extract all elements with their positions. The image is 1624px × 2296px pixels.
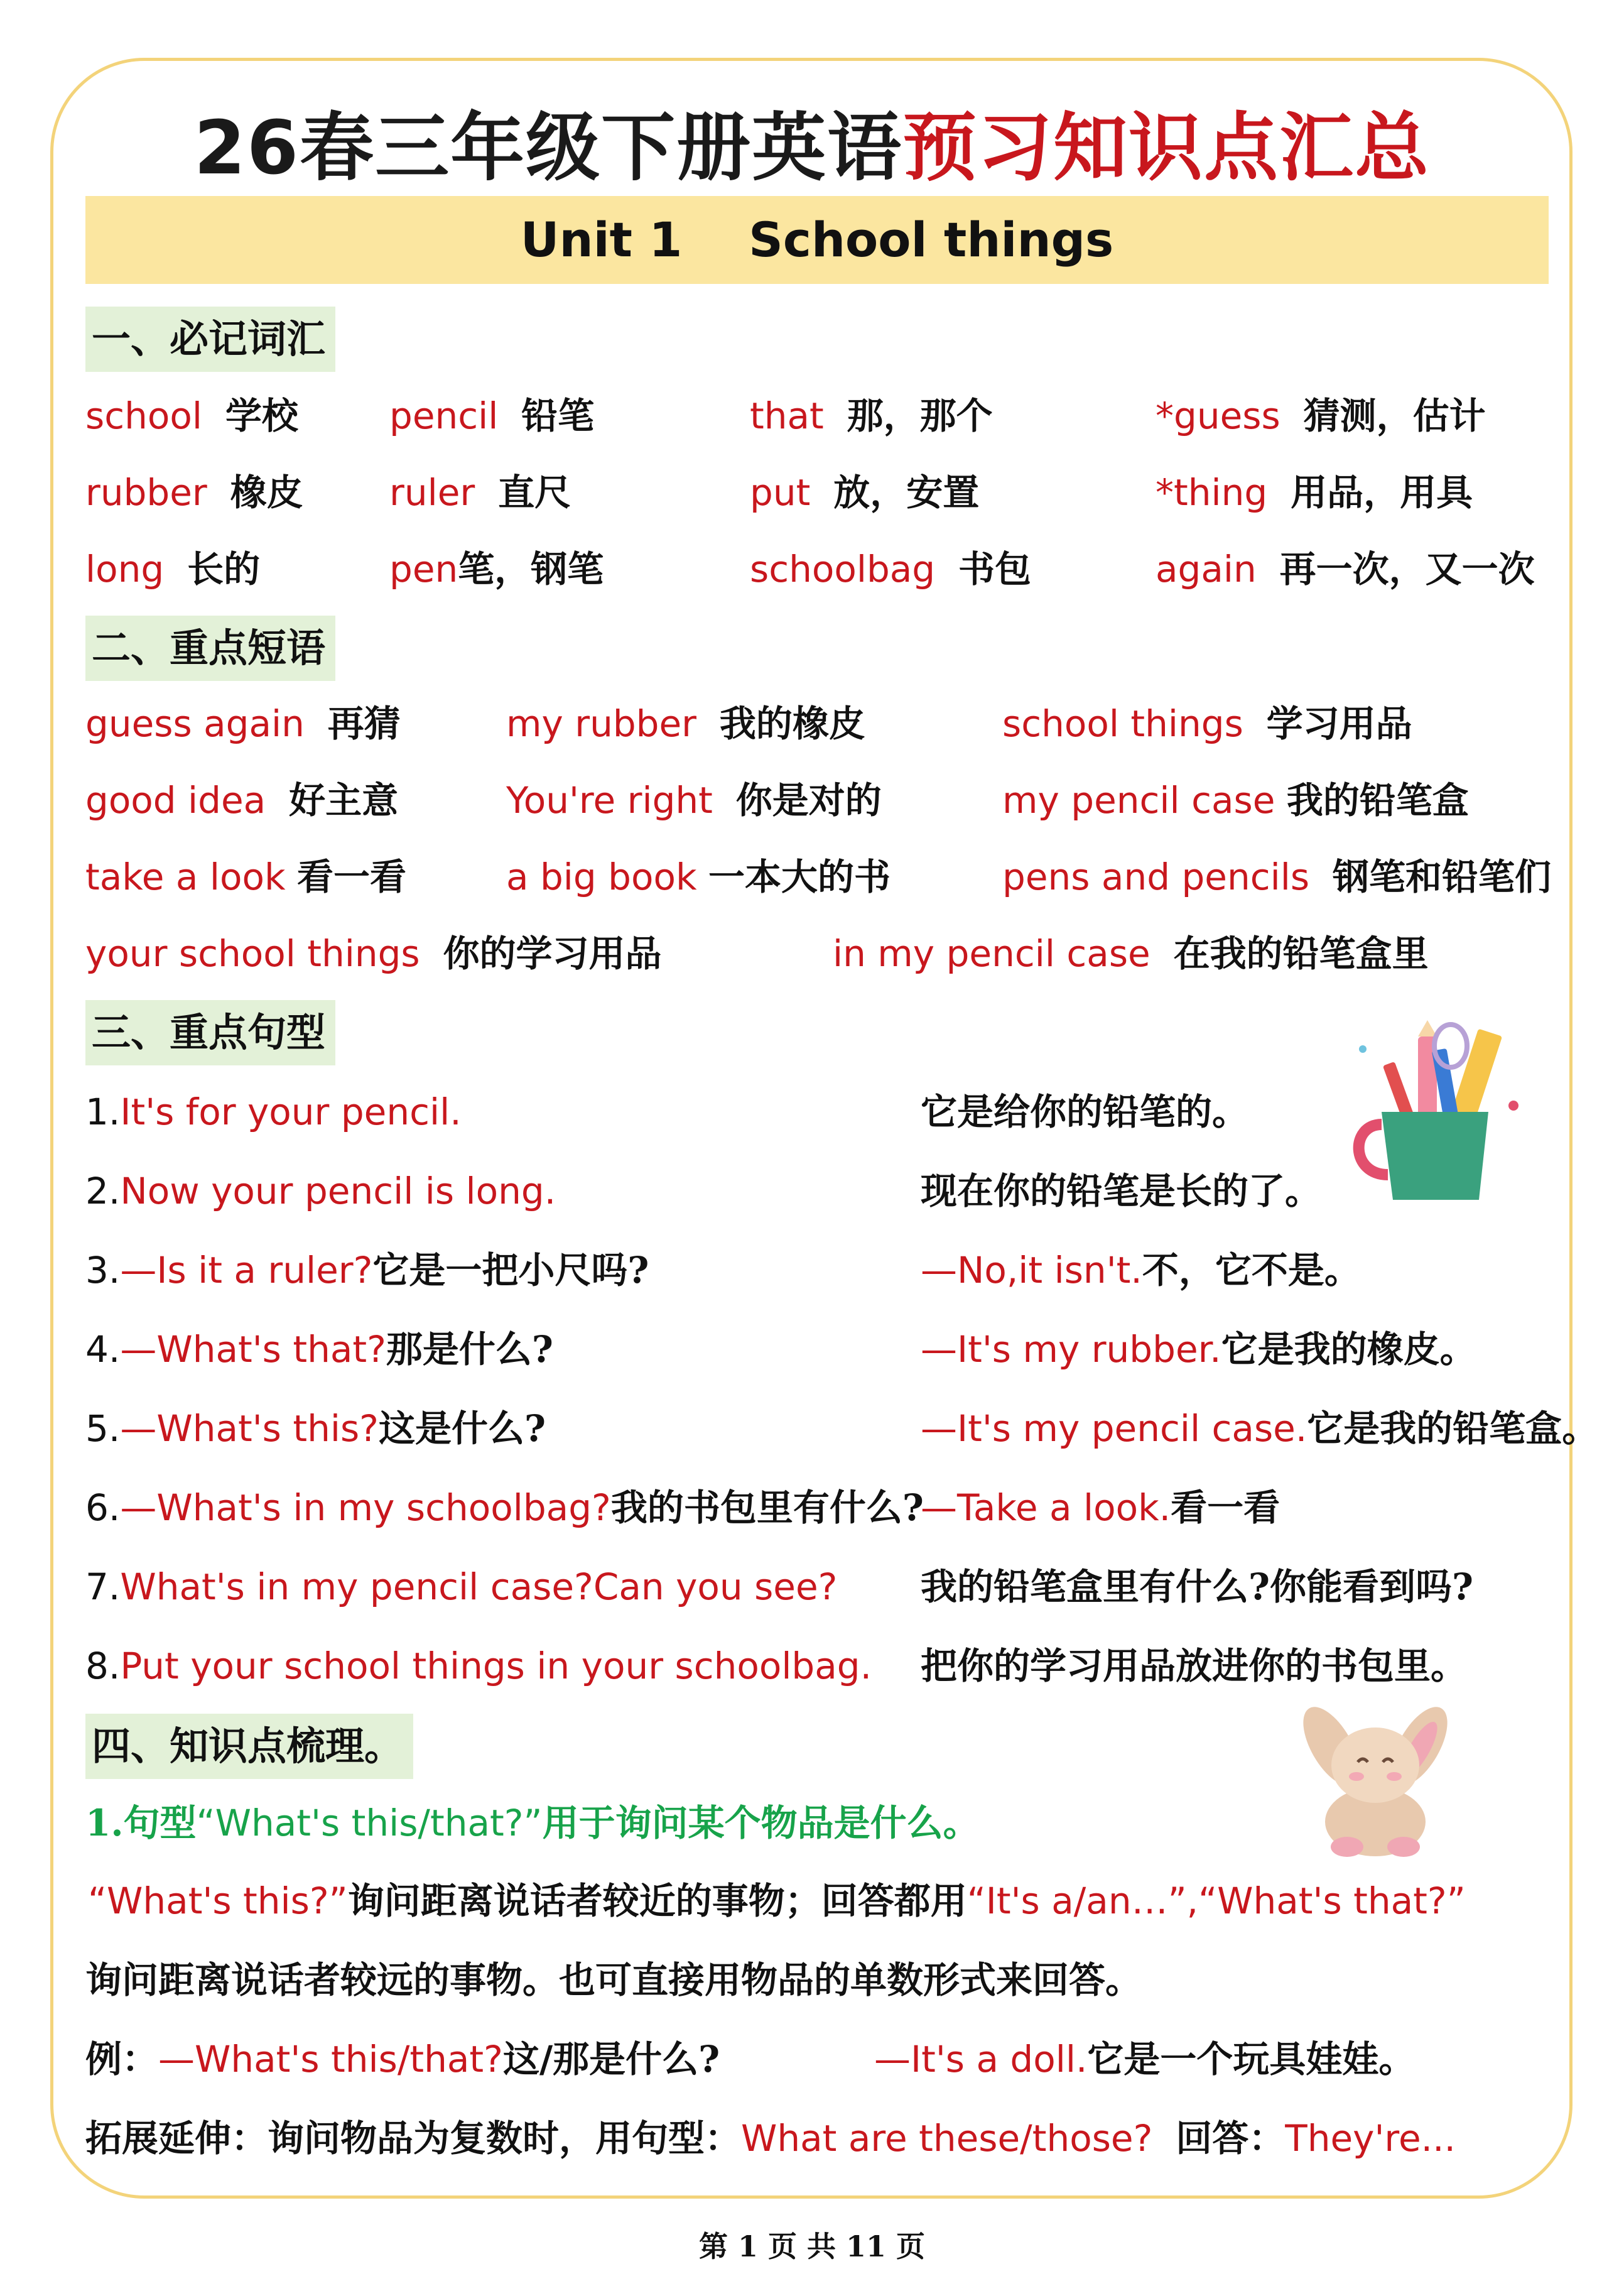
phrase-item: take a look 看一看 (85, 856, 407, 898)
point-1-example: 例：—What's this/that?这/那是什么? (85, 2038, 720, 2081)
phrase-item: my pencil case 我的铅笔盒 (1002, 779, 1469, 822)
vocab-item: pencil 铅笔 (389, 394, 595, 437)
sentence-right: —No,it isn't.不，它不是。 (921, 1249, 1361, 1292)
vocab-item: *guess 猜测，估计 (1156, 394, 1486, 437)
vocab-item: again 再一次，又一次 (1156, 548, 1535, 590)
point-1-extension: 拓展延伸：询问物品为复数时，用句型：What are these/those? 回答：They're... (85, 2117, 1456, 2160)
sentence-left: 7.What's in my pencil case?Can you see? (85, 1565, 838, 1608)
vocab-item: rubber 橡皮 (85, 471, 303, 514)
vocab-item: school 学校 (85, 394, 298, 437)
phrase-item: pens and pencils 钢笔和铅笔们 (1002, 856, 1551, 898)
sentence-right: 现在你的铅笔是长的了。 (921, 1170, 1322, 1212)
sentence-right: 我的铅笔盒里有什么?你能看到吗? (921, 1565, 1473, 1608)
phrase-item: a big book 一本大的书 (506, 856, 890, 898)
title-red: 预习知识点汇总 (902, 104, 1431, 191)
page-footer: 第 1 页 共 11 页 (698, 2229, 926, 2263)
phrase-item: school things 学习用品 (1002, 702, 1412, 745)
sentence-left: 8.Put your school things in your schoolbag. (85, 1645, 872, 1687)
section-phrases-heading: 二、重点短语 (85, 616, 335, 681)
section-sentences-heading: 三、重点句型 (85, 1000, 335, 1065)
page-title (0, 88, 1624, 195)
vocab-item: *thing 用品，用具 (1156, 471, 1473, 514)
vocab-item: put 放，安置 (750, 471, 980, 514)
sentence-right: —It's my pencil case.它是我的铅笔盒。 (921, 1407, 1599, 1450)
sentence-right: —It's my rubber.它是我的橡皮。 (921, 1328, 1476, 1371)
vocab-item: schoolbag 书包 (750, 548, 1032, 590)
vocab-item: long 长的 (85, 548, 261, 590)
sentence-left: 4.—What's that?那是什么? (85, 1328, 553, 1371)
vocab-item: pen笔，钢笔 (389, 548, 604, 590)
section-vocab-heading: 一、必记词汇 (85, 307, 335, 372)
sentence-right: 把你的学习用品放进你的书包里。 (921, 1645, 1468, 1687)
section-points-heading: 四、知识点梳理。 (85, 1714, 413, 1779)
vocab-item: that 那，那个 (750, 394, 993, 437)
unit-heading: Unit 1 School things (85, 196, 1549, 284)
sentence-right: —Take a look.看一看 (921, 1486, 1280, 1529)
bunny-icon (1287, 1696, 1463, 1859)
sentence-left: 6.—What's in my schoolbag?我的书包里有什么? (85, 1486, 924, 1529)
phrase-item: your school things 你的学习用品 (85, 932, 662, 975)
sentence-left: 1.It's for your pencil. (85, 1091, 462, 1133)
point-1-line-2: “What's this?”询问距离说话者较近的事物；回答都用“It's a/an…”,“What's that?” (88, 1880, 1466, 1922)
phrase-item: in my pencil case 在我的铅笔盒里 (833, 932, 1429, 975)
sentence-left: 2.Now your pencil is long. (85, 1170, 556, 1212)
sentence-left: 5.—What's this?这是什么? (85, 1407, 546, 1450)
point-1-line-3: 询问距离说话者较远的事物。也可直接用物品的单数形式来回答。 (85, 1959, 1142, 2001)
pencil-cup-icon (1344, 1018, 1532, 1206)
sentence-right: 它是给你的铅笔的。 (921, 1091, 1249, 1133)
phrase-item: good idea 好主意 (85, 779, 399, 822)
point-1-title: 1.句型“What's this/that?”用于询问某个物品是什么。 (85, 1802, 980, 1844)
phrase-item: guess again 再猜 (85, 702, 401, 745)
phrase-item: You're right 你是对的 (506, 779, 882, 822)
phrase-item: my rubber 我的橡皮 (506, 702, 865, 745)
vocab-item: ruler 直尺 (389, 471, 571, 514)
title-black: 26春三年级下册英语 (193, 104, 903, 191)
sentence-left: 3.—Is it a ruler?它是一把小尺吗? (85, 1249, 649, 1292)
point-1-example-answer: —It's a doll.它是一个玩具娃娃。 (874, 2038, 1416, 2081)
